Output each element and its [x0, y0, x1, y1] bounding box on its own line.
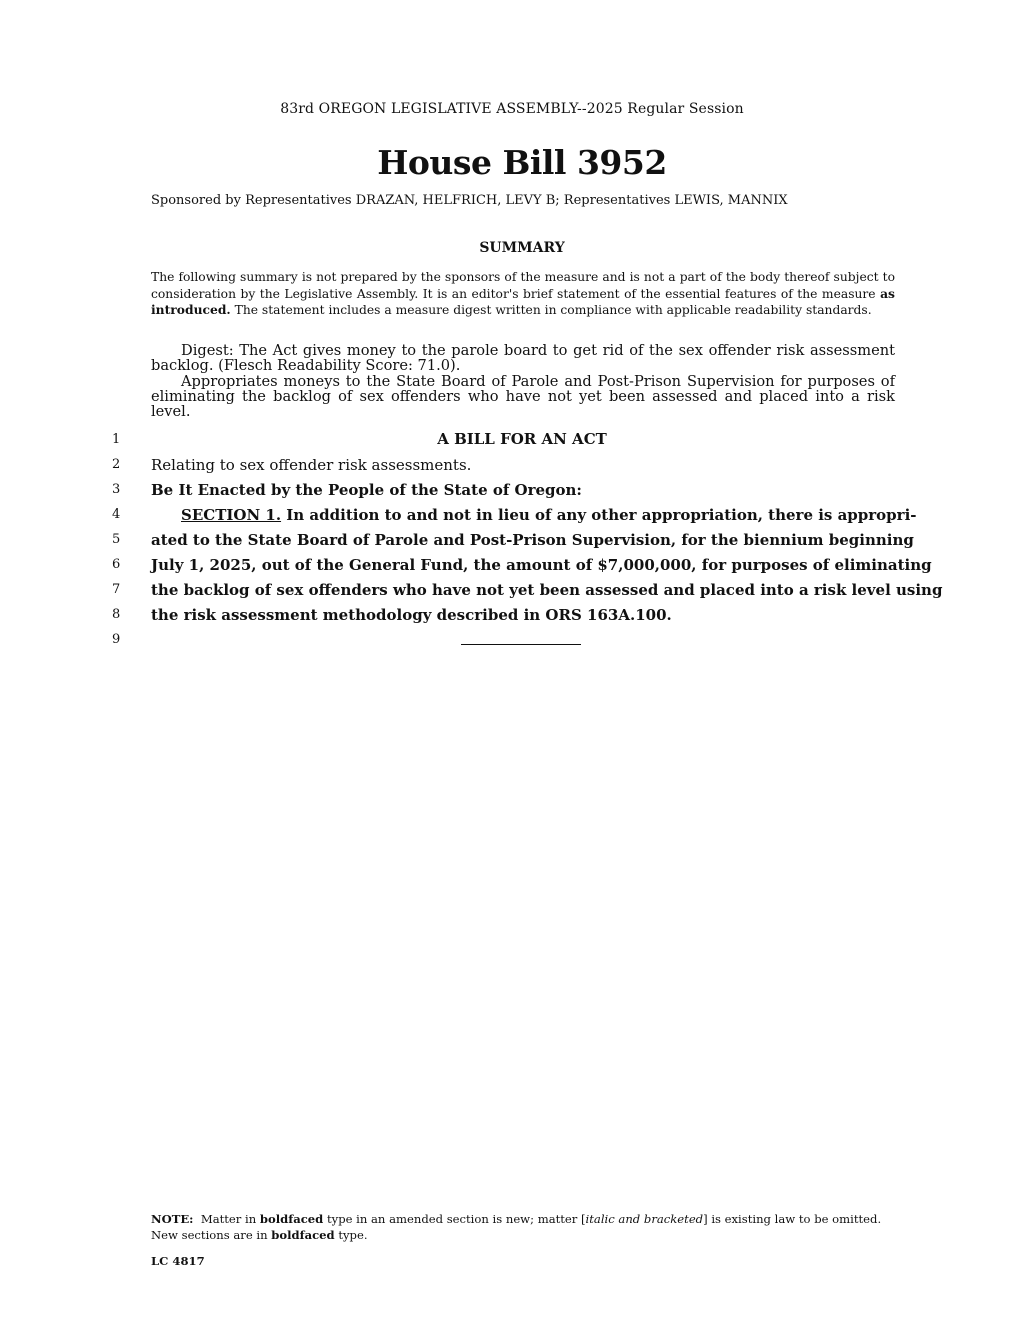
- summary-text-part1: The following summary is not prepared by the sponsors of the measure and is not a part of the body thereof subject to consideration by the Legislative Assembly. It is an editor's brief statement of the essential features of the measure: [151, 270, 895, 301]
- session-header: 83rd OREGON LEGISLATIVE ASSEMBLY--2025 Regular Session: [280, 101, 744, 117]
- line-number: 5: [112, 532, 121, 547]
- enacting-clause: Be It Enacted by the People of the State of Oregon:: [151, 481, 582, 499]
- footer-note: [151, 1212, 911, 1243]
- summary-text-part2: The statement includes a measure digest written in compliance with applicable readability standards.: [234, 303, 872, 317]
- bill-title: House Bill 3952: [377, 143, 667, 182]
- line-number: 8: [112, 607, 121, 622]
- digest-paragraph: Digest: The Act gives money to the parole board to get rid of the sex offender risk assessment backlog. (Flesch Readability Score: 71.0).: [151, 342, 895, 375]
- summary-text-bold: as introduced.: [151, 285, 895, 317]
- note-bold: boldfaced: [271, 1227, 335, 1242]
- note-bold: boldfaced: [259, 1212, 324, 1226]
- line-number: 9: [112, 632, 121, 647]
- section-line-4: the backlog of sex offenders who have not yet been assessed and placed into a risk level using: [151, 581, 943, 599]
- digest-block: [151, 343, 895, 419]
- summary-text: [151, 270, 895, 319]
- line-number: 3: [112, 482, 121, 497]
- end-rule: [461, 644, 581, 645]
- note-text: type.: [338, 1227, 368, 1242]
- line-number: 2: [112, 457, 121, 472]
- note-label: NOTE:: [151, 1212, 194, 1226]
- line-number: 6: [112, 557, 121, 572]
- note-text: New sections are in: [151, 1227, 268, 1242]
- section-line-3: July 1, 2025, out of the General Fund, the amount of $7,000,000, for purposes of eliminating: [151, 556, 932, 574]
- note-text: ] is existing law to be omitted.: [703, 1212, 882, 1226]
- note-text: type in an amended section is new; matter [: [326, 1212, 586, 1226]
- section-label: SECTION 1.: [181, 506, 282, 524]
- section-line-1-text: In addition to and not in lieu of any other appropriation, there is appropri-: [286, 506, 917, 524]
- act-heading: A BILL FOR AN ACT: [437, 430, 607, 448]
- note-italic: italic and bracketed: [585, 1212, 704, 1226]
- line-number: 1: [112, 432, 121, 447]
- lc-number: LC 4817: [151, 1254, 205, 1268]
- section-line-1: [181, 506, 917, 524]
- appropriates-paragraph: Appropriates moneys to the State Board of Parole and Post-Prison Supervision for purposes of eliminating the backlog of sex offenders who have not yet been assessed and placed into a risk level.: [151, 372, 895, 421]
- line-number: 7: [112, 582, 121, 597]
- section-line-2: ated to the State Board of Parole and Post-Prison Supervision, for the biennium beginning: [151, 531, 914, 549]
- line-number: 4: [112, 507, 121, 522]
- section-line-5: the risk assessment methodology described in ORS 163A.100.: [151, 606, 672, 624]
- relating-clause: Relating to sex offender risk assessments.: [151, 456, 472, 474]
- note-text: Matter in: [200, 1212, 257, 1226]
- summary-heading: SUMMARY: [479, 240, 565, 256]
- sponsors-line: Sponsored by Representatives DRAZAN, HELFRICH, LEVY B; Representatives LEWIS, MANNIX: [151, 193, 788, 208]
